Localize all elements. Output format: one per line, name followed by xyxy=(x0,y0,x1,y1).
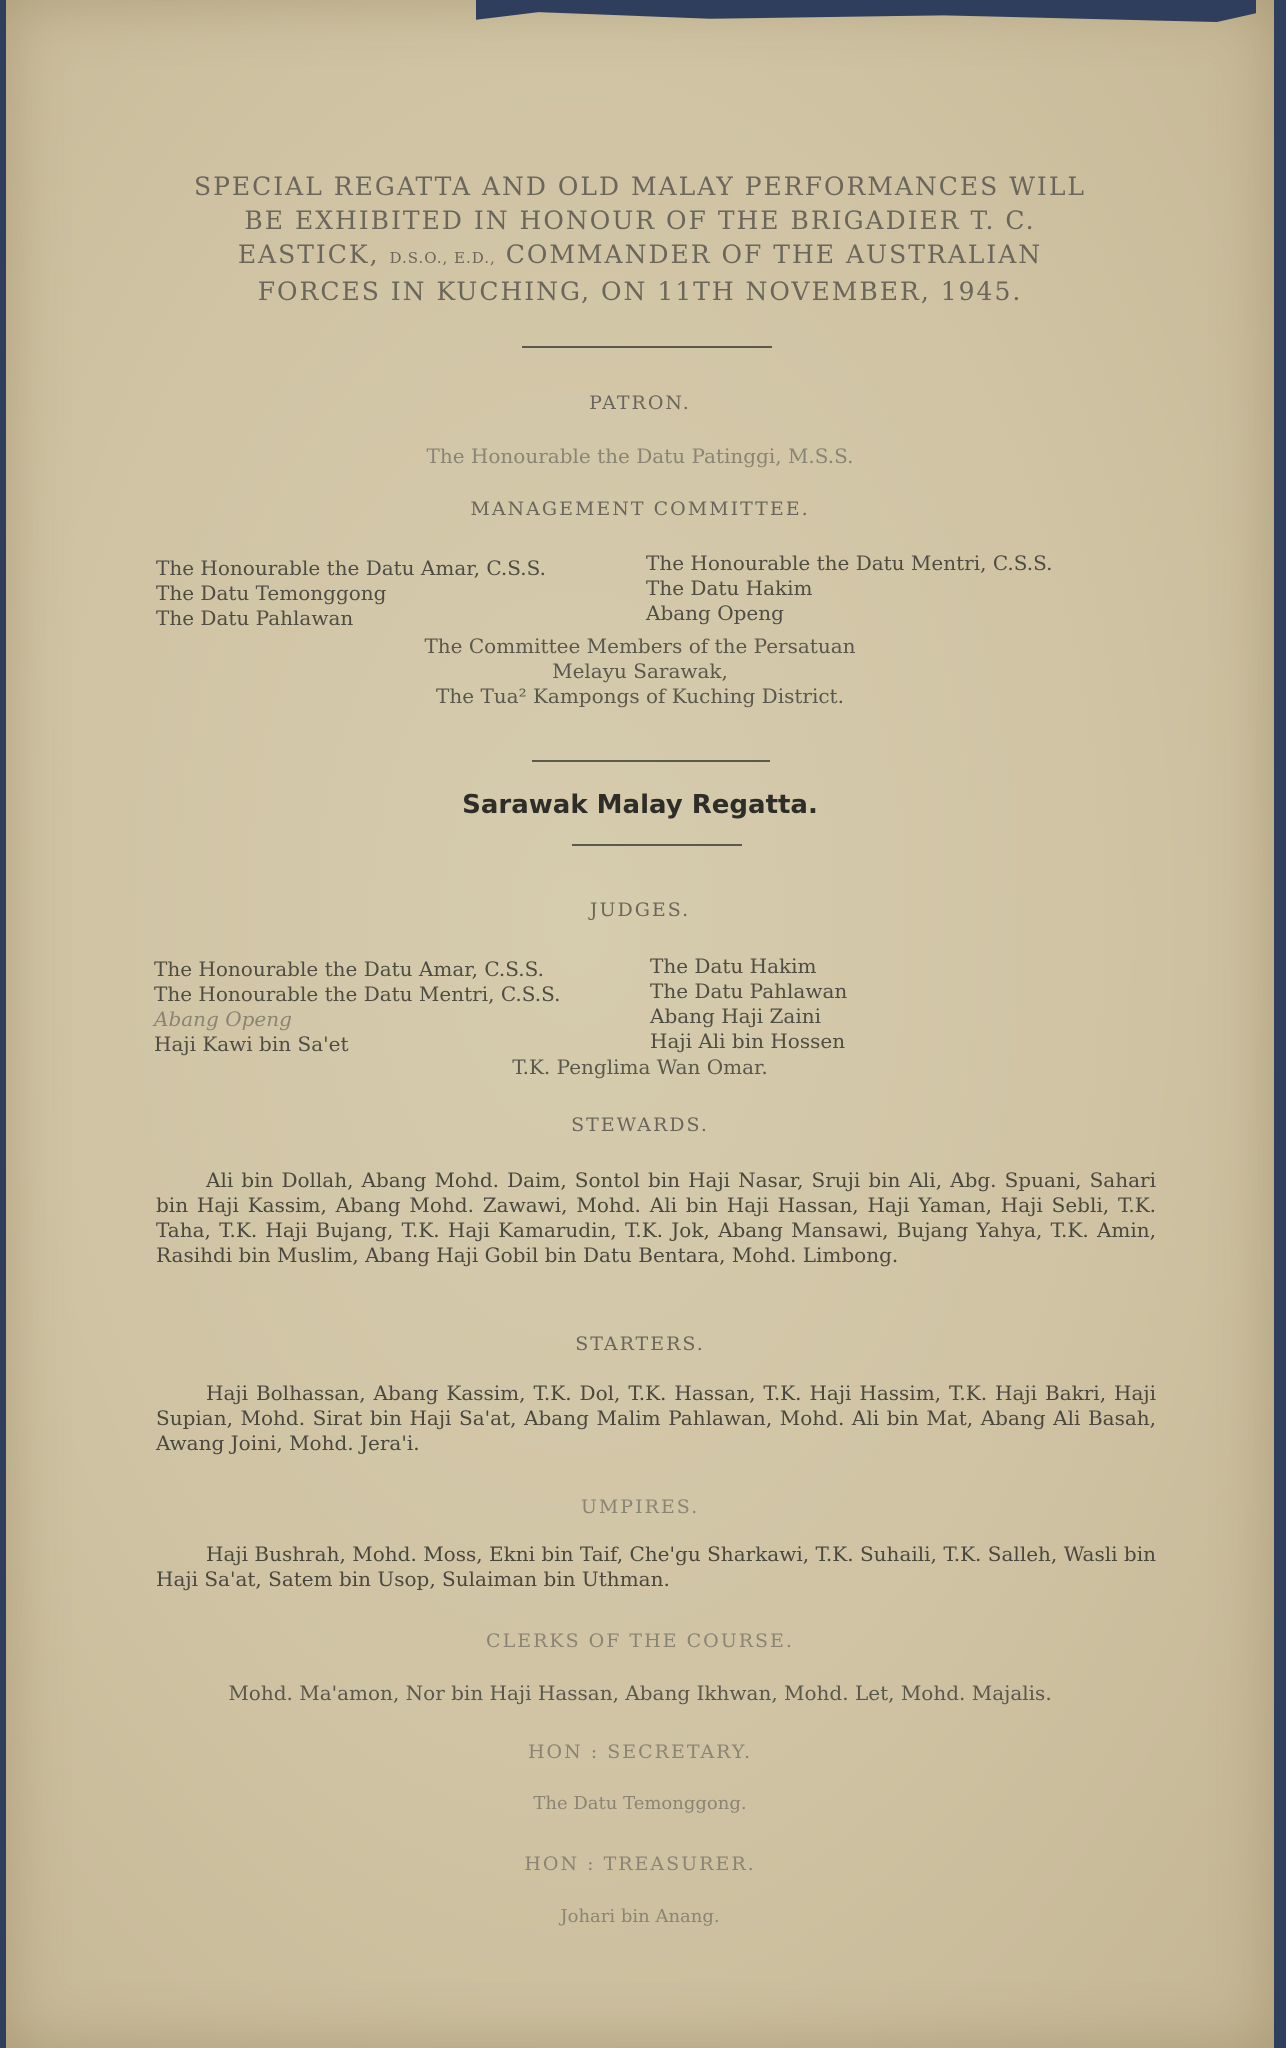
judges-left-2: The Honourable the Datu Mentri, C.S.S. xyxy=(154,982,561,1006)
judges-left-1: The Honourable the Datu Amar, C.S.S. xyxy=(154,957,544,981)
management-right-1: The Honourable the Datu Mentri, C.S.S. xyxy=(646,551,1053,575)
stewards-heading: STEWARDS. xyxy=(571,1114,709,1136)
management-left-column xyxy=(156,556,546,631)
management-extra-1: The Committee Members of the Persatuan xyxy=(424,634,856,658)
treasurer-heading: HON : TREASURER. xyxy=(524,1853,756,1875)
title-line-3-a: EASTICK, xyxy=(237,240,380,269)
judges-right-2: The Datu Pahlawan xyxy=(650,979,848,1003)
judges-last: T.K. Penglima Wan Omar. xyxy=(512,1055,768,1079)
judges-left-4: Haji Kawi bin Sa'et xyxy=(154,1032,349,1056)
judges-left-column xyxy=(154,957,560,1057)
starters-text: Haji Bolhassan, Abang Kassim, T.K. Dol, T.K. Hassan, T.K. Haji Hassim, T.K. Haji Bakri, Haji Supian, Mohd. Sirat bin Haji Sa'at, Abang Malim Pahlawan, Mohd. Ali bin Mat, Abang Ali Basah, Awang Joini, Mohd. Jera'i. xyxy=(156,1381,1156,1455)
management-heading: MANAGEMENT COMMITTEE. xyxy=(470,498,810,520)
patron-name: The Honourable the Datu Patinggi, M.S.S. xyxy=(426,444,854,468)
clerks-heading: CLERKS OF THE COURSE. xyxy=(486,1630,794,1652)
regatta-title: Sarawak Malay Regatta. xyxy=(462,790,818,820)
document-title xyxy=(6,170,1274,309)
judges-right-4: Haji Ali bin Hossen xyxy=(650,1029,846,1053)
management-right-2: The Datu Hakim xyxy=(646,576,813,600)
judges-heading: JUDGES. xyxy=(589,899,691,921)
management-extra-3: The Tua² Kampongs of Kuching District. xyxy=(436,684,844,708)
management-left-1: The Honourable the Datu Amar, C.S.S. xyxy=(156,556,546,580)
management-left-2: The Datu Temonggong xyxy=(156,581,387,605)
judges-left-3: Abang Openg xyxy=(154,1007,292,1031)
patron-heading: PATRON. xyxy=(589,392,691,414)
title-line-4: FORCES IN KUCHING, ON 11TH NOVEMBER, 1945. xyxy=(257,277,1023,306)
management-extra-2: Melayu Sarawak, xyxy=(552,659,728,683)
umpires-heading: UMPIRES. xyxy=(580,1496,700,1518)
management-left-3: The Datu Pahlawan xyxy=(156,606,354,630)
divider-rule-1 xyxy=(522,346,772,348)
title-line-1: SPECIAL REGATTA AND OLD MALAY PERFORMANCES WILL xyxy=(193,172,1087,201)
clerks-text: Mohd. Ma'amon, Nor bin Haji Hassan, Abang Ikhwan, Mohd. Let, Mohd. Majalis. xyxy=(228,1681,1052,1705)
title-line-2: BE EXHIBITED IN HONOUR OF THE BRIGADIER T. C. xyxy=(244,206,1036,235)
divider-rule-2 xyxy=(532,760,770,762)
management-right-column xyxy=(646,551,1052,626)
title-line-3-b: D.S.O., E.D., xyxy=(389,249,496,267)
secretary-heading: HON : SECRETARY. xyxy=(527,1741,753,1763)
stewards-text: Ali bin Dollah, Abang Mohd. Daim, Sontol bin Haji Nasar, Sruji bin Ali, Abg. Spuani, Sahari bin Haji Kassim, Abang Mohd. Zawawi, Mohd. Ali bin Haji Hassan, Haji Yaman, Haji Sebli, T.K. Taha, T.K. Haji Bujang, T.K. Haji Kamarudin, T.K. Jok, Abang Mansawi, Bujang Yahya, T.K. Amin, Rasihdi bin Muslim, Abang Haji Gobil bin Datu Bentara, Mohd. Limbong. xyxy=(156,1168,1156,1267)
document-sheet xyxy=(6,0,1274,2048)
torn-edge xyxy=(476,0,1256,22)
management-extra xyxy=(6,634,1274,709)
management-right-3: Abang Openg xyxy=(646,601,784,625)
title-line-3 xyxy=(6,238,1274,275)
judges-right-1: The Datu Hakim xyxy=(650,954,817,978)
divider-rule-3 xyxy=(572,844,742,846)
judges-right-3: Abang Haji Zaini xyxy=(650,1004,822,1028)
title-line-3-c: COMMANDER OF THE AUSTRALIAN xyxy=(505,240,1043,269)
umpires-text: Haji Bushrah, Mohd. Moss, Ekni bin Taif, Che'gu Sharkawi, T.K. Suhaili, T.K. Salleh, Wasli bin Haji Sa'at, Satem bin Usop, Sulaiman bin Uthman. xyxy=(156,1542,1156,1591)
starters-heading: STARTERS. xyxy=(575,1333,705,1355)
treasurer-name: Johari bin Anang. xyxy=(560,1906,720,1927)
judges-right-column xyxy=(650,954,847,1054)
secretary-name: The Datu Temonggong. xyxy=(533,1793,747,1814)
